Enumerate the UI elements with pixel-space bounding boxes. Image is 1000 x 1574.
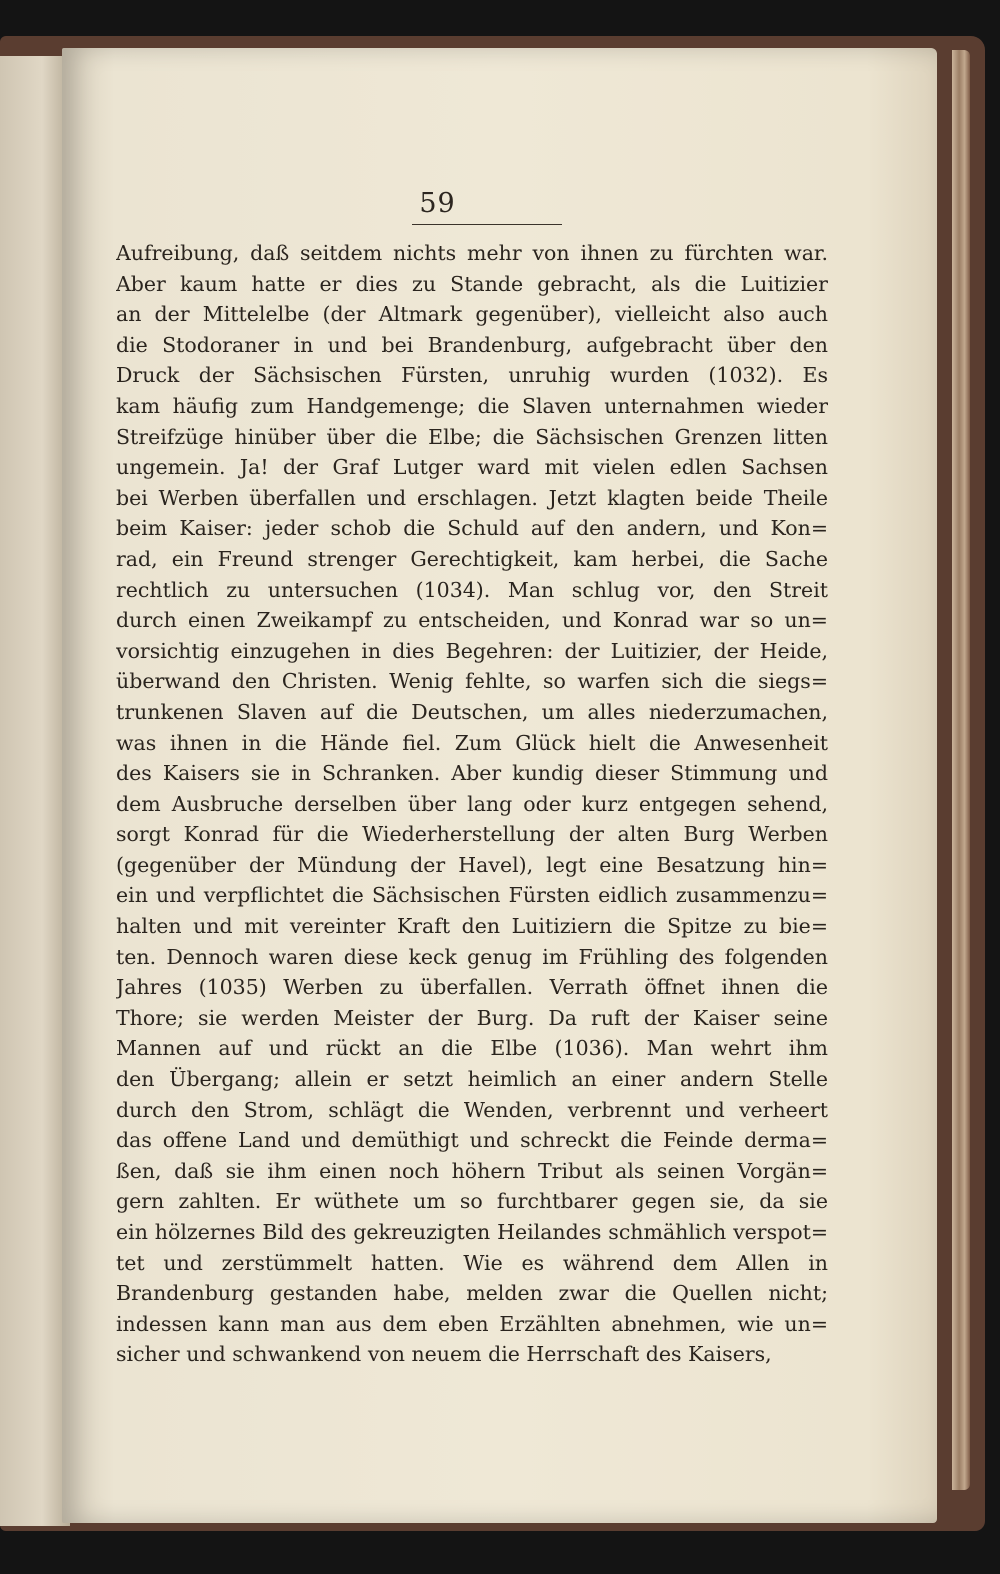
text-line: Jahres (1035) Werben zu überfallen. Verrath öffnet ihnen die	[116, 975, 828, 1000]
text-line: vorsichtig einzugehen in dies Begehren: der Luitizier, der Heide,	[116, 638, 828, 663]
text-line: überwand den Christen. Wenig fehlte, so warfen sich die siegs=	[116, 669, 828, 694]
text-line: Mannen auf und rückt an die Elbe (1036). Man wehrt ihm	[116, 1036, 828, 1061]
header-rule	[412, 224, 562, 225]
text-line: (gegenüber der Mündung der Havel), legt eine Besatzung hin=	[116, 852, 828, 877]
text-line: Aber kaum hatte er dies zu Stande gebracht, als die Luitizier	[116, 271, 828, 296]
left-page	[0, 56, 70, 1526]
text-line: an der Mittelelbe (der Altmark gegenüber), vielleicht also auch	[116, 302, 828, 327]
text-line: Brandenburg gestanden habe, melden zwar die Quellen nicht;	[116, 1281, 828, 1306]
text-line: ten. Dennoch waren diese keck genug im Frühling des folgenden	[116, 944, 828, 969]
text-line: rad, ein Freund strenger Gerechtigkeit, kam herbei, die Sache	[116, 546, 828, 571]
text-line: gern zahlten. Er wüthete um so furchtbarer gegen sie, da sie	[116, 1189, 828, 1214]
text-line: halten und mit vereinter Kraft den Luitiziern die Spitze zu bie=	[116, 914, 828, 939]
body-text	[116, 238, 828, 1370]
text-line: ungemein. Ja! der Graf Lutger ward mit vielen edlen Sachsen	[116, 455, 828, 480]
text-line: dem Ausbruche derselben über lang oder kurz entgegen sehend,	[116, 791, 828, 816]
text-line: tet und zerstümmelt hatten. Wie es während dem Allen in	[116, 1250, 828, 1275]
text-line: bei Werben überfallen und erschlagen. Jetzt klagten beide Theile	[116, 485, 828, 510]
text-line: rechtlich zu untersuchen (1034). Man schlug vor, den Streit	[116, 577, 828, 602]
text-line: ßen, daß sie ihm einen noch höhern Tribut als seinen Vorgän=	[116, 1158, 828, 1183]
text-line: durch einen Zweikampf zu entscheiden, und Konrad war so un=	[116, 608, 828, 633]
text-line: kam häufig zum Handgemenge; die Slaven unternahmen wieder	[116, 393, 828, 418]
text-line: Druck der Sächsischen Fürsten, unruhig wurden (1032). Es	[116, 363, 828, 388]
text-line: indessen kann man aus dem eben Erzählten abnehmen, wie un=	[116, 1311, 828, 1336]
text-line: Thore; sie werden Meister der Burg. Da ruft der Kaiser seine	[116, 1005, 828, 1030]
text-line: den Übergang; allein er setzt heimlich an einer andern Stelle	[116, 1067, 828, 1092]
text-line: Streifzüge hinüber über die Elbe; die Sächsischen Grenzen litten	[116, 424, 828, 449]
text-line: trunkenen Slaven auf die Deutschen, um alles niederzumachen,	[116, 699, 828, 724]
text-line: durch den Strom, schlägt die Wenden, verbrennt und verheert	[116, 1097, 828, 1122]
text-line: sicher und schwankend von neuem die Herrschaft des Kaisers,	[116, 1342, 772, 1367]
text-line: sorgt Konrad für die Wiederherstellung der alten Burg Werben	[116, 822, 828, 847]
page-edges	[952, 50, 970, 1490]
text-line: Aufreibung, daß seitdem nichts mehr von ihnen zu fürchten war.	[116, 241, 828, 265]
text-line: beim Kaiser: jeder schob die Schuld auf den andern, und Kon=	[116, 516, 828, 541]
text-line: ein hölzernes Bild des gekreuzigten Heilandes schmählich verspot=	[116, 1220, 828, 1244]
text-line: des Kaisers sie in Schranken. Aber kundig dieser Stimmung und	[116, 761, 828, 786]
text-line: was ihnen in die Hände fiel. Zum Glück hielt die Anwesenheit	[116, 730, 828, 755]
text-line: ein und verpflichtet die Sächsischen Fürsten eidlich zusammenzu=	[116, 883, 828, 908]
book-page	[62, 48, 937, 1523]
text-line: das offene Land und demüthigt und schreckt die Feinde derma=	[116, 1128, 828, 1153]
text-line: die Stodoraner in und bei Brandenburg, aufgebracht über den	[116, 332, 828, 357]
page-number: 59	[419, 188, 456, 219]
